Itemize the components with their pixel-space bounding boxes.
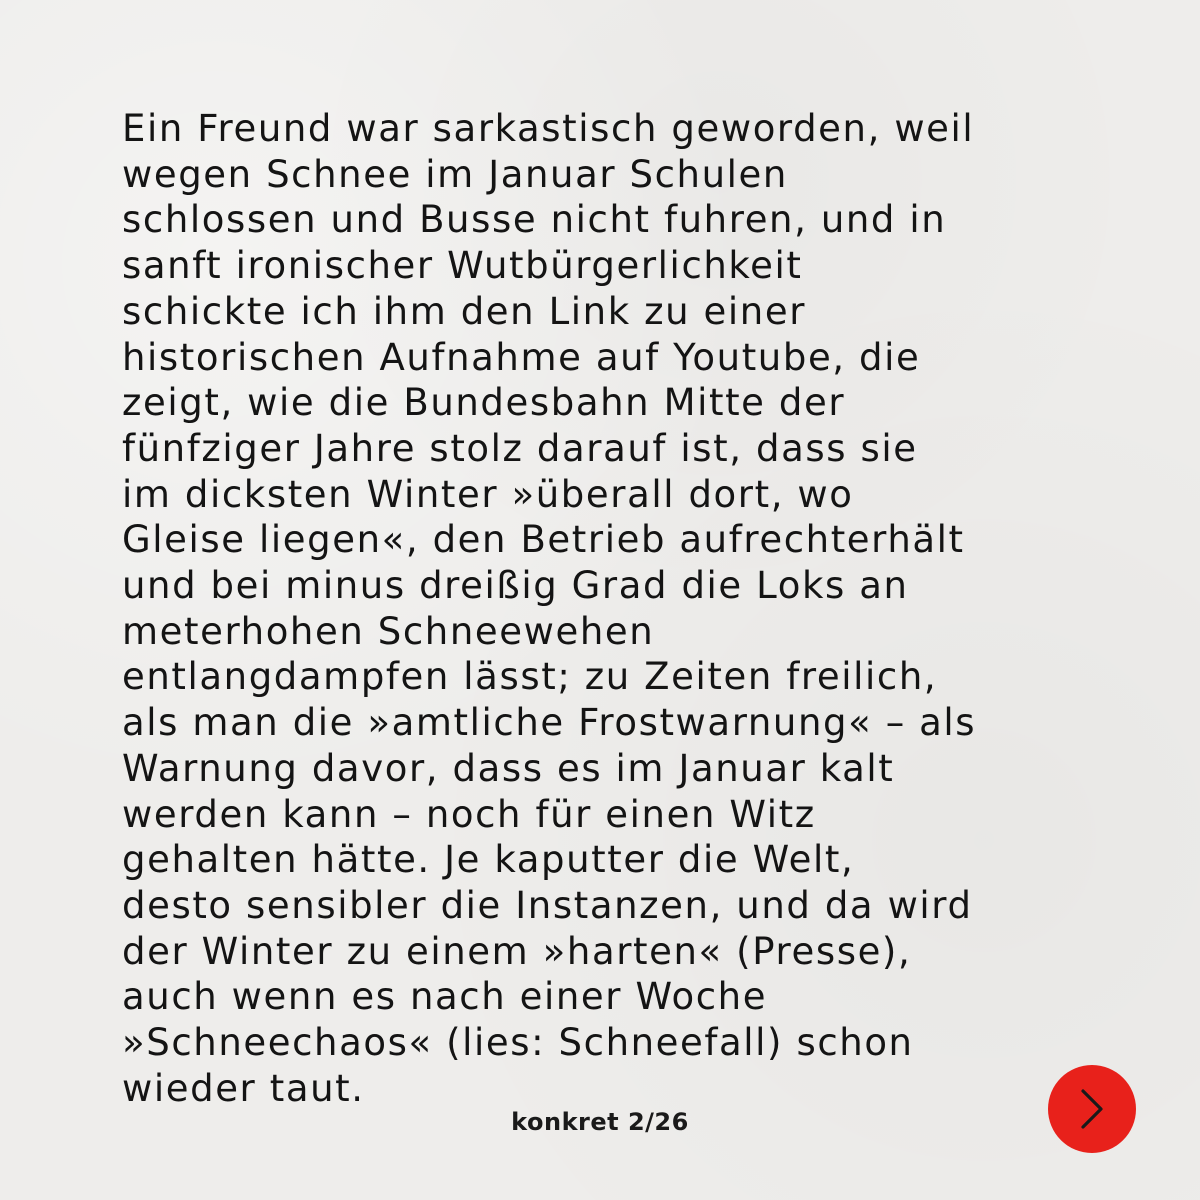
text-line: auch wenn es nach einer Woche <box>122 975 768 1019</box>
text-line: der Winter zu einem »harten« (Presse), <box>122 929 912 973</box>
article-excerpt <box>122 106 1122 1111</box>
text-line: schlossen und Busse nicht fuhren, und in <box>122 198 947 242</box>
magazine-issue-label: konkret 2/26 <box>511 1108 689 1136</box>
text-line: sanft ironischer Wutbürgerlichkeit <box>122 244 803 288</box>
text-line: fünfziger Jahre stolz darauf ist, dass sie <box>122 426 918 470</box>
text-line: Gleise liegen«, den Betrieb aufrechterhält <box>122 518 965 562</box>
text-line: als man die »amtliche Frostwarnung« – als <box>122 701 977 745</box>
text-line: wieder taut. <box>122 1066 365 1110</box>
text-line: und bei minus dreißig Grad die Loks an <box>122 564 909 608</box>
text-line: entlangdampfen lässt; zu Zeiten freilich, <box>122 655 938 699</box>
chevron-right-icon <box>1072 1087 1112 1131</box>
text-line: zeigt, wie die Bundesbahn Mitte der <box>122 381 846 425</box>
text-line: schickte ich ihm den Link zu einer <box>122 289 807 333</box>
text-line: »Schneechaos« (lies: Schneefall) schon <box>122 1021 914 1065</box>
text-line: historischen Aufnahme auf Youtube, die <box>122 335 921 379</box>
text-line: desto sensibler die Instanzen, und da wird <box>122 883 973 927</box>
text-line: im dicksten Winter »überall dort, wo <box>122 472 854 516</box>
text-line: wegen Schnee im Januar Schulen <box>122 152 788 196</box>
text-line: Ein Freund war sarkastisch geworden, weil <box>122 107 975 150</box>
text-line: meterhohen Schneewehen <box>122 609 655 653</box>
next-slide-button[interactable] <box>1048 1065 1136 1153</box>
text-line: Warnung davor, dass es im Januar kalt <box>122 746 895 790</box>
text-line: werden kann – noch für einen Witz <box>122 792 816 836</box>
text-line: gehalten hätte. Je kaputter die Welt, <box>122 838 855 882</box>
